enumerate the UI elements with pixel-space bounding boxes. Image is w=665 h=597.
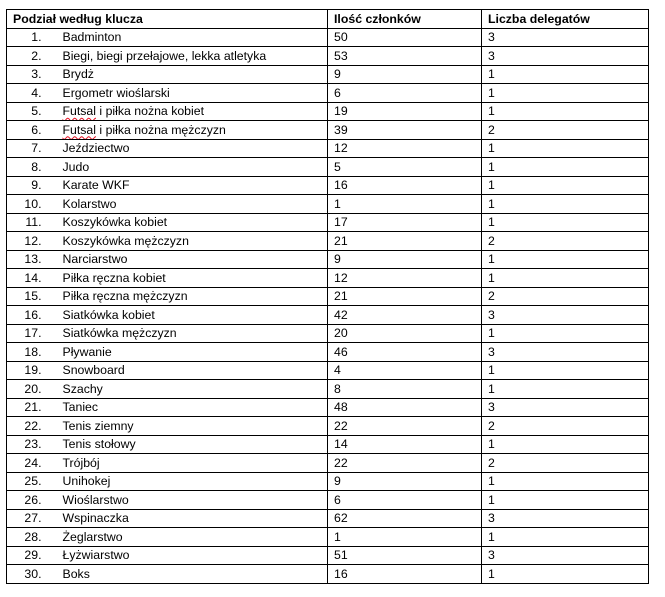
- delegates-count: 1: [482, 102, 649, 121]
- table-row: [7, 472, 649, 491]
- discipline-name: Narciarstwo: [58, 250, 328, 269]
- row-number: 1.: [7, 28, 58, 47]
- table-header: [7, 10, 649, 29]
- discipline-name: Koszykówka kobiet: [58, 213, 328, 232]
- members-count: 8: [328, 380, 482, 399]
- delegates-count: 3: [482, 398, 649, 417]
- members-count: 9: [328, 472, 482, 491]
- delegates-count: 2: [482, 232, 649, 251]
- table-row: [7, 509, 649, 528]
- table-row: [7, 565, 649, 584]
- spellcheck-flagged-word: Futsal: [62, 122, 96, 137]
- delegates-count: 1: [482, 65, 649, 84]
- table-row: [7, 491, 649, 510]
- table-row: [7, 454, 649, 473]
- discipline-name: Koszykówka mężczyzn: [58, 232, 328, 251]
- delegates-count: 1: [482, 213, 649, 232]
- members-count: 12: [328, 139, 482, 158]
- members-count: 22: [328, 454, 482, 473]
- delegates-count: 3: [482, 306, 649, 325]
- row-number: 29.: [7, 546, 58, 565]
- delegates-count: 3: [482, 546, 649, 565]
- delegates-count: 2: [482, 454, 649, 473]
- members-count: 50: [328, 28, 482, 47]
- table-row: [7, 546, 649, 565]
- members-count: 21: [328, 232, 482, 251]
- members-count: 16: [328, 565, 482, 584]
- discipline-name: Kolarstwo: [58, 195, 328, 214]
- discipline-name: Karate WKF: [58, 176, 328, 195]
- table-row: [7, 28, 649, 47]
- delegates-count: 1: [482, 139, 649, 158]
- table-row: [7, 65, 649, 84]
- delegates-count: 3: [482, 47, 649, 66]
- members-count: 16: [328, 176, 482, 195]
- members-count: 9: [328, 65, 482, 84]
- discipline-name: Snowboard: [58, 361, 328, 380]
- delegates-count: 1: [482, 472, 649, 491]
- row-number: 16.: [7, 306, 58, 325]
- spellcheck-flagged-word: Futsal: [62, 104, 96, 119]
- header-delegates: Liczba delegatów: [482, 10, 649, 29]
- members-count: 21: [328, 287, 482, 306]
- discipline-name: Tenis ziemny: [58, 417, 328, 436]
- row-number: 2.: [7, 47, 58, 66]
- members-count: 62: [328, 509, 482, 528]
- row-number: 30.: [7, 565, 58, 584]
- table-row: [7, 306, 649, 325]
- row-number: 23.: [7, 435, 58, 454]
- table-row: [7, 269, 649, 288]
- discipline-name: Boks: [58, 565, 328, 584]
- discipline-name: Jeździectwo: [58, 139, 328, 158]
- row-number: 19.: [7, 361, 58, 380]
- discipline-name: Łyżwiarstwo: [58, 546, 328, 565]
- members-count: 17: [328, 213, 482, 232]
- table-row: [7, 417, 649, 436]
- delegates-count: 2: [482, 121, 649, 140]
- members-count: 22: [328, 417, 482, 436]
- delegates-count: 1: [482, 158, 649, 177]
- table-body: [7, 28, 649, 583]
- discipline-name: Wioślarstwo: [58, 491, 328, 510]
- table-row: [7, 435, 649, 454]
- row-number: 26.: [7, 491, 58, 510]
- members-count: 14: [328, 435, 482, 454]
- discipline-name: Ergometr wioślarski: [58, 84, 328, 103]
- table-row: [7, 139, 649, 158]
- row-number: 11.: [7, 213, 58, 232]
- delegates-count: 1: [482, 84, 649, 103]
- discipline-name: Taniec: [58, 398, 328, 417]
- discipline-name: Szachy: [58, 380, 328, 399]
- row-number: 25.: [7, 472, 58, 491]
- row-number: 14.: [7, 269, 58, 288]
- table-row: [7, 84, 649, 103]
- discipline-name: Judo: [58, 158, 328, 177]
- delegates-count: 1: [482, 380, 649, 399]
- discipline-name: Trójbój: [58, 454, 328, 473]
- members-count: 9: [328, 250, 482, 269]
- delegates-count: 2: [482, 287, 649, 306]
- members-count: 53: [328, 47, 482, 66]
- table-row: [7, 528, 649, 547]
- row-number: 15.: [7, 287, 58, 306]
- members-count: 5: [328, 158, 482, 177]
- delegates-count: 3: [482, 343, 649, 362]
- header-row: [7, 10, 649, 29]
- discipline-name: Żeglarstwo: [58, 528, 328, 547]
- delegates-count: 2: [482, 417, 649, 436]
- members-count: 1: [328, 528, 482, 547]
- table-row: [7, 250, 649, 269]
- delegates-count: 1: [482, 491, 649, 510]
- delegates-count: 1: [482, 435, 649, 454]
- members-count: 19: [328, 102, 482, 121]
- row-number: 21.: [7, 398, 58, 417]
- discipline-name: Siatkówka mężczyzn: [58, 324, 328, 343]
- row-number: 17.: [7, 324, 58, 343]
- row-number: 28.: [7, 528, 58, 547]
- document-page: [6, 9, 649, 584]
- row-number: 18.: [7, 343, 58, 362]
- row-number: 3.: [7, 65, 58, 84]
- row-number: 24.: [7, 454, 58, 473]
- header-members: Ilość członków: [328, 10, 482, 29]
- row-number: 12.: [7, 232, 58, 251]
- delegates-count: 3: [482, 509, 649, 528]
- row-number: 6.: [7, 121, 58, 140]
- members-count: 12: [328, 269, 482, 288]
- table-row: [7, 102, 649, 121]
- delegates-count: 3: [482, 28, 649, 47]
- table-row: [7, 287, 649, 306]
- members-count: 4: [328, 361, 482, 380]
- row-number: 7.: [7, 139, 58, 158]
- delegates-count: 1: [482, 195, 649, 214]
- discipline-name: Brydż: [58, 65, 328, 84]
- row-number: 9.: [7, 176, 58, 195]
- row-number: 8.: [7, 158, 58, 177]
- header-category: Podział według klucza: [7, 10, 328, 29]
- discipline-name: Piłka ręczna mężczyzn: [58, 287, 328, 306]
- row-number: 13.: [7, 250, 58, 269]
- table-row: [7, 158, 649, 177]
- members-count: 6: [328, 84, 482, 103]
- discipline-name: Unihokej: [58, 472, 328, 491]
- delegates-count: 1: [482, 176, 649, 195]
- members-count: 1: [328, 195, 482, 214]
- row-number: 27.: [7, 509, 58, 528]
- delegates-count: 1: [482, 250, 649, 269]
- members-count: 6: [328, 491, 482, 510]
- delegates-count: 1: [482, 324, 649, 343]
- table-row: [7, 380, 649, 399]
- members-count: 42: [328, 306, 482, 325]
- members-delegates-table: [6, 9, 649, 584]
- row-number: 22.: [7, 417, 58, 436]
- discipline-name: Futsal i piłka nożna mężczyzn: [58, 121, 328, 140]
- table-row: [7, 361, 649, 380]
- discipline-name: Biegi, biegi przełajowe, lekka atletyka: [58, 47, 328, 66]
- delegates-count: 1: [482, 528, 649, 547]
- members-count: 48: [328, 398, 482, 417]
- discipline-name: Tenis stołowy: [58, 435, 328, 454]
- members-count: 39: [328, 121, 482, 140]
- table-row: [7, 398, 649, 417]
- members-count: 46: [328, 343, 482, 362]
- row-number: 10.: [7, 195, 58, 214]
- row-number: 20.: [7, 380, 58, 399]
- row-number: 4.: [7, 84, 58, 103]
- row-number: 5.: [7, 102, 58, 121]
- discipline-name: Siatkówka kobiet: [58, 306, 328, 325]
- table-row: [7, 343, 649, 362]
- table-row: [7, 47, 649, 66]
- discipline-name: Wspinaczka: [58, 509, 328, 528]
- members-count: 51: [328, 546, 482, 565]
- members-count: 20: [328, 324, 482, 343]
- discipline-name: Piłka ręczna kobiet: [58, 269, 328, 288]
- discipline-name: Badminton: [58, 28, 328, 47]
- table-row: [7, 121, 649, 140]
- table-row: [7, 176, 649, 195]
- delegates-count: 1: [482, 565, 649, 584]
- delegates-count: 1: [482, 361, 649, 380]
- table-row: [7, 232, 649, 251]
- delegates-count: 1: [482, 269, 649, 288]
- table-row: [7, 213, 649, 232]
- table-row: [7, 324, 649, 343]
- table-row: [7, 195, 649, 214]
- discipline-name: Pływanie: [58, 343, 328, 362]
- discipline-name: Futsal i piłka nożna kobiet: [58, 102, 328, 121]
